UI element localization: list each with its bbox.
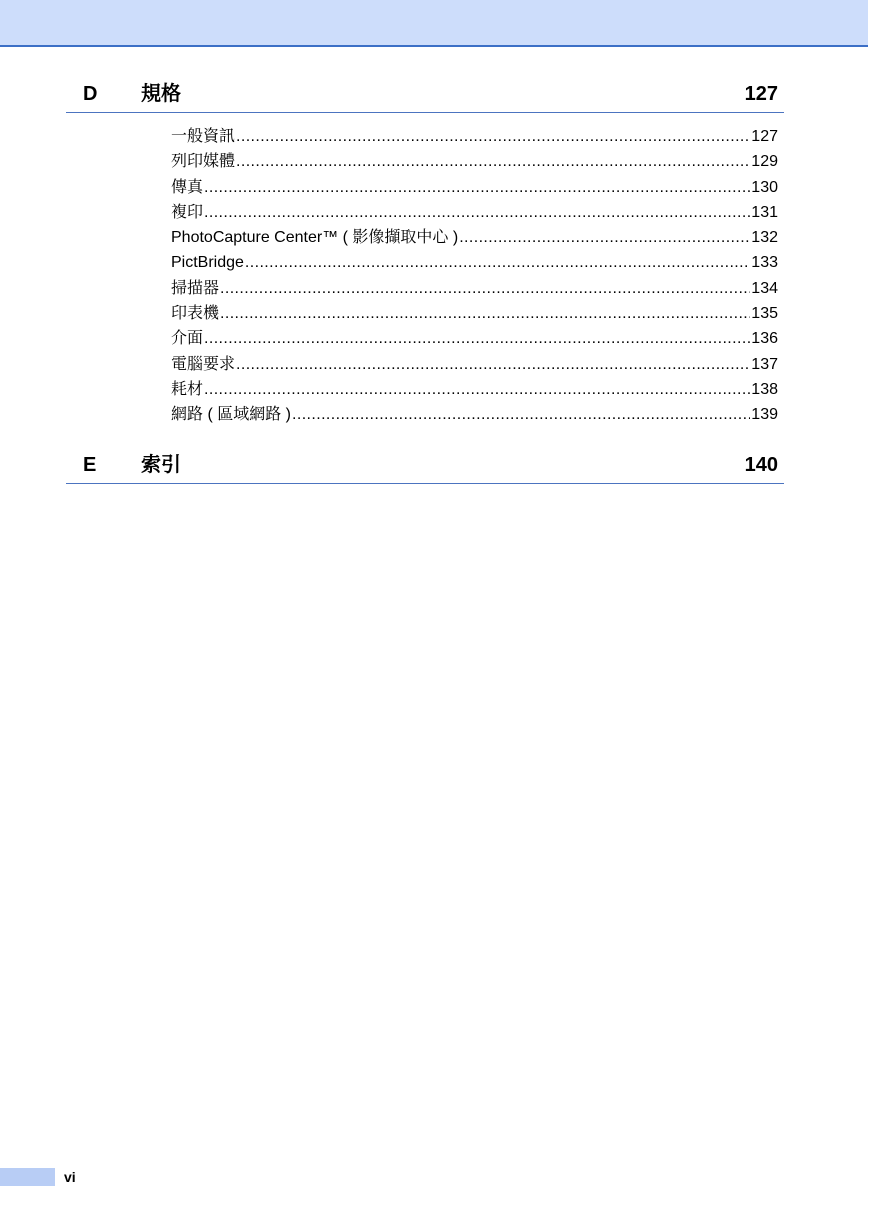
dot-leader	[204, 329, 750, 349]
section-page-number: 127	[744, 83, 778, 105]
section-heading	[66, 453, 784, 484]
toc-entry-page: 132	[751, 229, 778, 247]
dot-leader	[204, 203, 750, 223]
header-band	[0, 0, 868, 47]
section-letter: D	[83, 83, 98, 105]
toc-entry[interactable]	[171, 380, 778, 405]
toc-entry-page: 135	[751, 305, 778, 323]
toc-entry[interactable]	[171, 127, 778, 152]
toc-entry[interactable]	[171, 355, 778, 380]
section-title[interactable]: 索引	[141, 454, 181, 476]
toc-entry-page: 133	[751, 254, 778, 272]
toc-entry[interactable]	[171, 329, 778, 354]
toc-entry-list	[66, 127, 784, 431]
dot-leader	[220, 304, 750, 324]
toc-entry-page: 127	[751, 128, 778, 145]
footer-page-number: vi	[64, 1169, 76, 1185]
dot-leader	[236, 127, 750, 147]
toc-entry-page: 139	[751, 406, 778, 424]
toc-entry[interactable]	[171, 152, 778, 177]
toc-entry-page: 131	[751, 203, 778, 221]
toc-entry[interactable]	[171, 178, 778, 203]
toc-entry-label: 傳真	[171, 178, 204, 196]
section-title[interactable]: 規格	[141, 83, 181, 105]
toc-entry-page: 136	[751, 330, 778, 348]
section-heading	[66, 82, 784, 113]
dot-leader	[459, 228, 750, 248]
toc-entry-label: 電腦要求	[171, 355, 236, 373]
toc-entry[interactable]	[171, 253, 778, 278]
dot-leader	[204, 178, 750, 198]
toc-entry-page: 134	[751, 279, 778, 297]
section-letter: E	[83, 454, 97, 476]
toc-entry-label: PhotoCapture Center™ ( 影像擷取中心 )	[171, 229, 459, 247]
dot-leader	[292, 405, 750, 425]
toc-entry-label: 介面	[171, 330, 204, 348]
toc-entry[interactable]	[171, 405, 778, 430]
toc-entry[interactable]	[171, 203, 778, 228]
toc-entry-label: 耗材	[171, 380, 204, 398]
toc-entry-page: 138	[751, 380, 778, 398]
section-page-number: 140	[744, 454, 778, 476]
toc-entry-label: PictBridge	[171, 254, 244, 272]
toc-entry-page: 129	[751, 153, 778, 171]
toc-entry-label: 列印媒體	[171, 153, 236, 171]
toc-entry[interactable]	[171, 279, 778, 304]
toc-entry-label: 掃描器	[171, 279, 220, 297]
toc-entry-label: 網路 ( 區域網路 )	[171, 406, 291, 424]
toc-entry[interactable]	[171, 304, 778, 329]
footer-band	[0, 1168, 55, 1186]
dot-leader	[220, 279, 750, 299]
toc-entry-label: 印表機	[171, 305, 220, 323]
dot-leader	[245, 253, 750, 273]
toc-entry-label: 一般資訊	[171, 128, 236, 145]
toc-section-d	[66, 82, 784, 431]
dot-leader	[236, 152, 750, 172]
dot-leader	[204, 380, 750, 400]
toc-entry-label: 複印	[171, 203, 204, 221]
toc-entry-page: 130	[751, 178, 778, 196]
dot-leader	[236, 355, 750, 375]
toc-entry-page: 137	[751, 355, 778, 373]
toc-entry[interactable]	[171, 228, 778, 253]
toc-section-e	[66, 453, 784, 484]
